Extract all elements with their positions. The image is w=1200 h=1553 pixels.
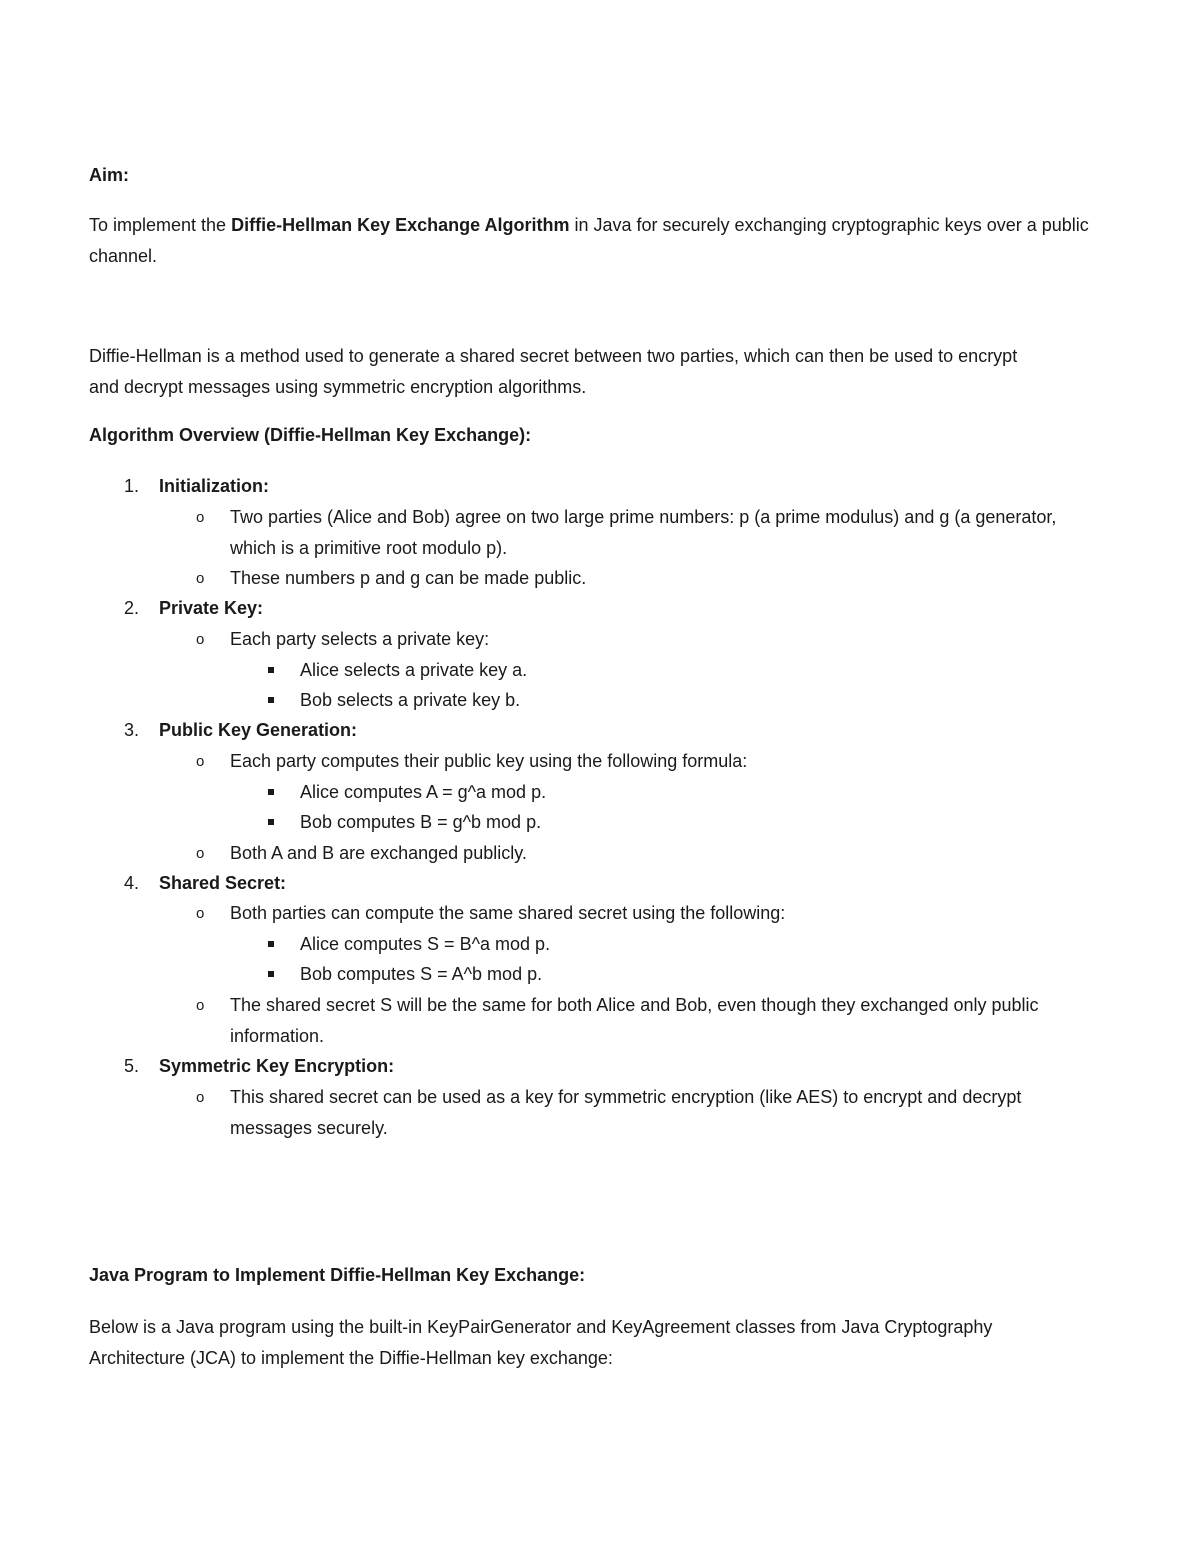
step-subitem: Alice computes A = g^a mod p. xyxy=(300,782,547,802)
java-intro-paragraph: Below is a Java program using the built-in KeyPairGenerator and KeyAgreement classes from Java Cryptography Architecture (JCA) to implement the Diffie-Hellman key exchange: xyxy=(89,1317,993,1368)
step-number: 3. xyxy=(124,720,140,740)
step-item: This shared secret can be used as a key for symmetric encryption (like AES) to encrypt and decrypt messages securely. xyxy=(230,1087,1022,1138)
step-item: Both parties can compute the same shared secret using the following: xyxy=(230,903,786,923)
step-number: 5. xyxy=(124,1056,140,1076)
step-item: Both A and B are exchanged publicly. xyxy=(230,843,527,863)
aim-paragraph xyxy=(89,210,1114,272)
overview-heading: Algorithm Overview (Diffie-Hellman Key Exchange): xyxy=(89,425,532,445)
step-subitem: Bob selects a private key b. xyxy=(300,690,521,710)
step-title: Private Key: xyxy=(159,598,264,618)
step-item: The shared secret S will be the same for both Alice and Bob, even though they exchanged only public information. xyxy=(230,995,1039,1046)
circle-bullet-icon: o xyxy=(196,905,205,922)
step-title: Shared Secret: xyxy=(159,873,287,893)
step-item: These numbers p and g can be made public. xyxy=(230,568,587,588)
step-title: Public Key Generation: xyxy=(159,720,358,740)
square-bullet-icon xyxy=(268,667,274,673)
step-subitem: Bob computes S = A^b mod p. xyxy=(300,964,543,984)
step-subitem: Alice computes S = B^a mod p. xyxy=(300,934,551,954)
step-item: Two parties (Alice and Bob) agree on two large prime numbers: p (a prime modulus) and g (a generator, which is a primitive root modulo p). xyxy=(230,507,1057,558)
circle-bullet-icon: o xyxy=(196,570,205,587)
circle-bullet-icon: o xyxy=(196,753,205,770)
circle-bullet-icon: o xyxy=(196,997,205,1014)
square-bullet-icon xyxy=(268,941,274,947)
step-number: 2. xyxy=(124,598,140,618)
step-number: 4. xyxy=(124,873,140,893)
java-heading: Java Program to Implement Diffie-Hellman Key Exchange: xyxy=(89,1265,586,1285)
circle-bullet-icon: o xyxy=(196,631,205,648)
step-title: Initialization: xyxy=(159,476,269,496)
step-title: Symmetric Key Encryption: xyxy=(159,1056,395,1076)
square-bullet-icon xyxy=(268,789,274,795)
square-bullet-icon xyxy=(268,819,274,825)
aim-text-bold: Diffie-Hellman Key Exchange Algorithm xyxy=(231,215,570,235)
aim-text-before: To implement the xyxy=(89,215,232,235)
step-item: Each party computes their public key using the following formula: xyxy=(230,751,748,771)
circle-bullet-icon: o xyxy=(196,509,205,526)
step-number: 1. xyxy=(124,476,140,496)
square-bullet-icon xyxy=(268,697,274,703)
square-bullet-icon xyxy=(268,971,274,977)
intro-paragraph: Diffie-Hellman is a method used to generate a shared secret between two parties, which can then be used to encrypt and decrypt messages using symmetric encryption algorithms. xyxy=(89,346,1018,397)
aim-text-after: in Java for securely exchanging cryptographic keys over a public channel. xyxy=(89,215,1089,266)
circle-bullet-icon: o xyxy=(196,1089,205,1106)
step-item: Each party selects a private key: xyxy=(230,629,490,649)
step-subitem: Bob computes B = g^b mod p. xyxy=(300,812,542,832)
step-subitem: Alice selects a private key a. xyxy=(300,660,528,680)
aim-heading: Aim: xyxy=(89,165,129,185)
circle-bullet-icon: o xyxy=(196,845,205,862)
